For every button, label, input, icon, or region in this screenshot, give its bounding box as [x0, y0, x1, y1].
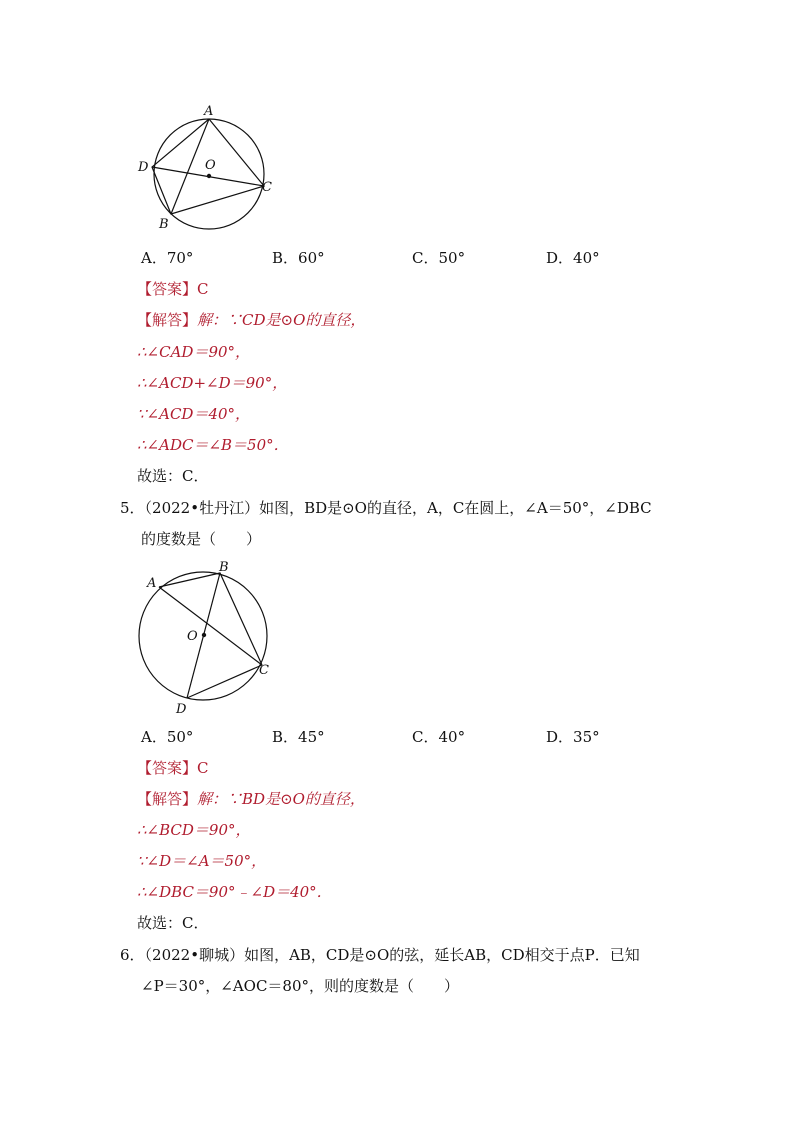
q4-answer: [137, 279, 209, 299]
q5-triangle-a-b-c: [159, 573, 262, 665]
q5-analysis-text-1: 解：∵BD是⊙O的直径，: [197, 790, 365, 808]
q5-option-d: D．35°: [546, 728, 600, 746]
q4-analysis-line-4: ∵∠ACD＝40°，: [137, 405, 251, 423]
q4-analysis-text-1: 解：∵CD是⊙O的直径，: [197, 311, 366, 329]
q4-analysis-line-5: ∴∠ADC＝∠B＝50°．: [137, 436, 289, 454]
q5-circle-figure: [128, 558, 278, 718]
q4-answer-tag: 【答案】: [137, 280, 198, 298]
q5-label-a: A: [147, 576, 157, 591]
q5-stem-line-2: 的度数是（ ）: [141, 530, 262, 548]
q5-answer-value: C: [197, 759, 209, 777]
q4-analysis-line-2: ∴∠CAD＝90°，: [137, 343, 251, 361]
q5-label-b: B: [219, 560, 229, 575]
q5-chord-dc: [187, 665, 262, 698]
q4-analysis-tag: 【解答】: [137, 311, 198, 329]
q5-analysis-line-1: [137, 789, 365, 809]
q5-analysis-line-2: ∴∠BCD＝90°，: [137, 821, 251, 839]
q6-stem-line-2: ∠P＝30°，∠AOC＝80°，则的度数是（ ）: [141, 977, 460, 995]
q5-label-o: O: [187, 629, 198, 644]
q5-label-c: C: [259, 663, 269, 678]
q6-stem-line-1: 6．（2022•聊城）如图，AB，CD是⊙O的弦，延长AB，CD相交于点P．已知: [120, 946, 640, 964]
q4-option-c: C．50°: [412, 249, 466, 267]
q5-option-c: C．40°: [412, 728, 466, 746]
q5-answer-tag: 【答案】: [137, 759, 198, 777]
q5-stem-line-1: 5．（2022•牡丹江）如图，BD是⊙O的直径，A，C在圆上，∠A＝50°，∠DBC: [120, 499, 652, 517]
q5-analysis-line-3: ∵∠D＝∠A＝50°，: [137, 852, 267, 870]
q4-option-b: B．60°: [272, 249, 325, 267]
q4-label-a: A: [204, 104, 214, 119]
q5-center-dot: [202, 633, 206, 637]
q4-label-o: O: [205, 158, 216, 173]
q5-label-d: D: [176, 702, 187, 717]
q4-analysis-line-1: [137, 310, 365, 330]
q4-chord-ab: [171, 119, 209, 214]
q5-option-b: B．45°: [272, 728, 325, 746]
q4-label-d: D: [138, 160, 149, 175]
q4-option-a: A．70°: [141, 249, 194, 267]
q5-analysis-tag: 【解答】: [137, 790, 198, 808]
q5-option-a: A．50°: [141, 728, 194, 746]
q4-center-dot: [207, 174, 211, 178]
q4-conclusion: 故选：C．: [137, 467, 209, 485]
q4-analysis-line-3: ∴∠ACD+∠D＝90°，: [137, 374, 288, 392]
q4-option-d: D．40°: [546, 249, 600, 267]
q5-answer: [137, 758, 209, 778]
q4-circle-figure: [130, 100, 280, 235]
q4-label-b: B: [159, 217, 169, 232]
q4-answer-value: C: [197, 280, 209, 298]
q5-analysis-line-4: ∴∠DBC＝90°﹣∠D＝40°．: [137, 883, 332, 901]
q4-label-c: C: [262, 180, 272, 195]
q5-conclusion: 故选：C．: [137, 914, 209, 932]
